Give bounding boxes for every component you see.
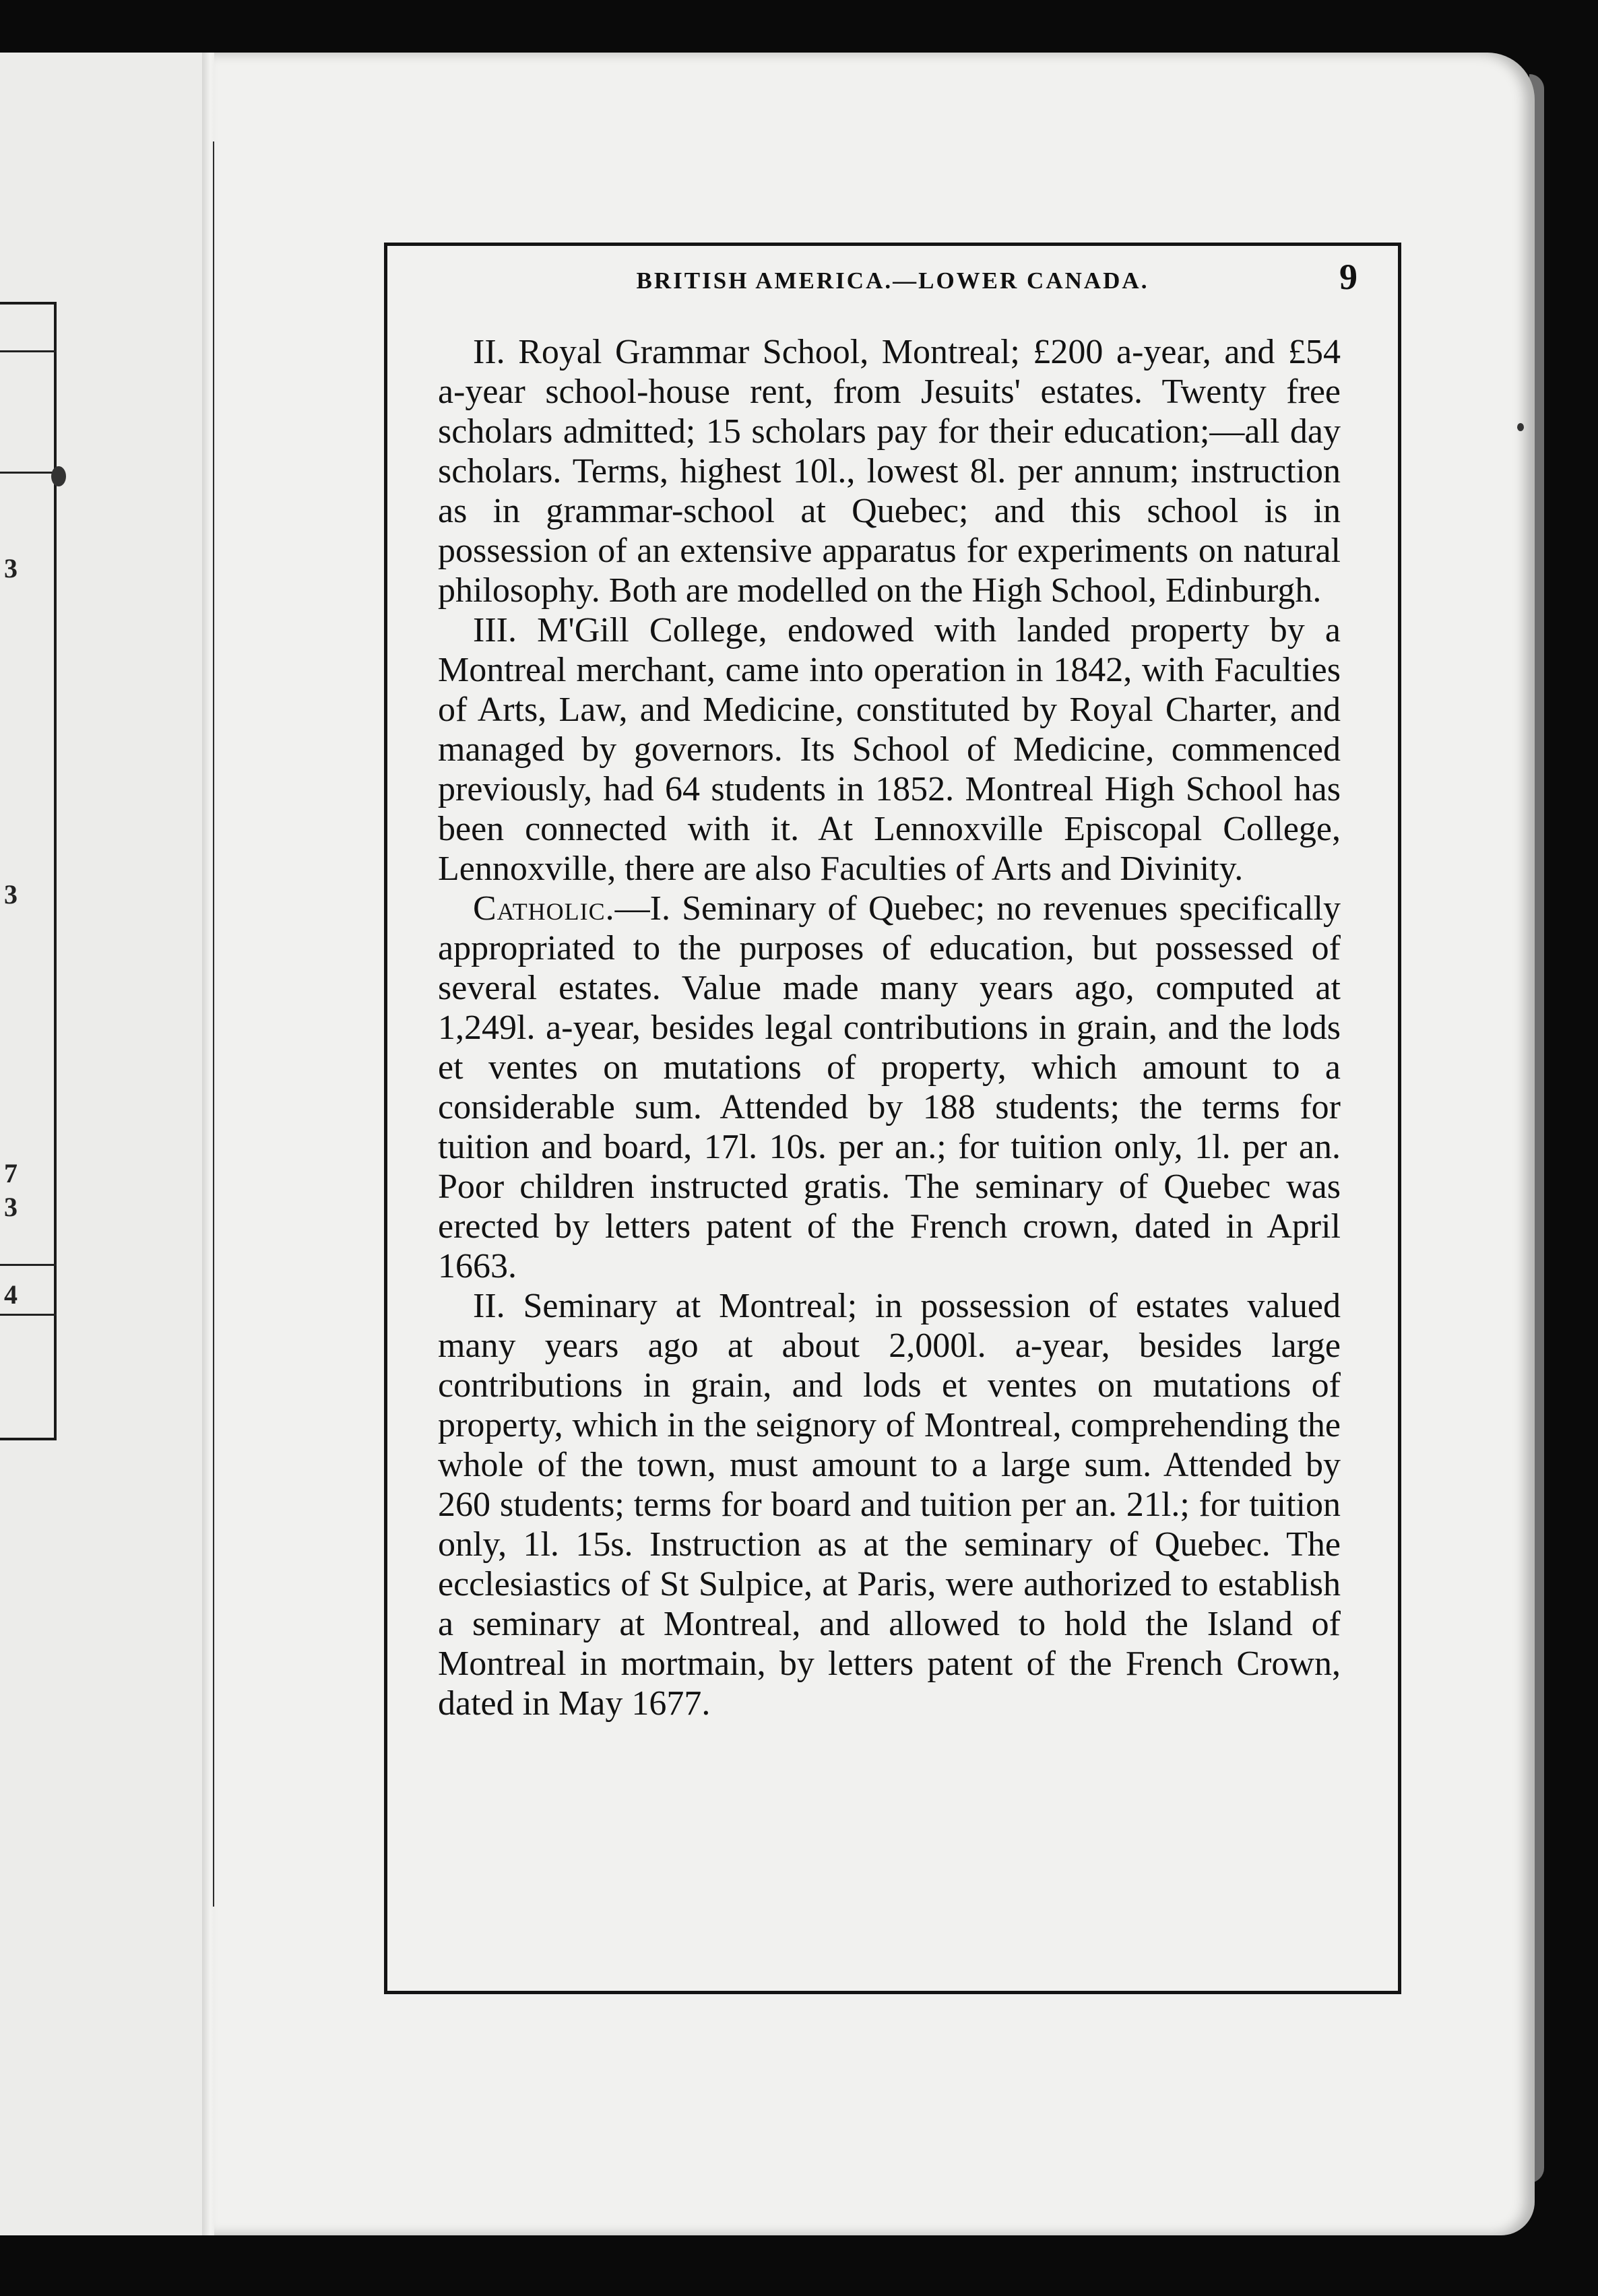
previous-page-mark: 3 [4, 879, 18, 910]
paragraph-mcgill-college: III. M'Gill College, endowed with landed property by a Montreal merchant, came into operation in 1842, with Faculties of Arts, Law, and Medicine, constituted by Royal Charter, and managed by governors. Its School of Medicine, commenced previously, had 64 students in 1852. Montreal High School has been connected with it. At Lennoxville Episcopal College, Lennoxville, there are also Faculties of Arts and Divinity. [438, 611, 1341, 888]
previous-page-mark: 3 [4, 553, 18, 583]
previous-page-mark: 4 [4, 1279, 18, 1310]
previous-page-fragment [0, 53, 214, 2235]
previous-page-mark: 7 [4, 1158, 18, 1188]
running-head-title: BRITISH AMERICA.—LOWER CANADA. [636, 267, 1149, 294]
previous-page-mark: 3 [4, 1192, 18, 1222]
page-number: 9 [1339, 257, 1357, 297]
paragraph-royal-grammar-school: II. Royal Grammar School, Montreal; £200 a-year, and £54 a-year school-house rent, from Jesuits' estates. Twenty free scholars admitted; 15 scholars pay for their education;—all day scholars. Terms, highest 10l., lowest 8l. per annum; instruction as in grammar-school at Quebec; and this school is in possession of an extensive apparatus for experiments on natural philosophy. Both are modelled on the High School, Edinburgh. [438, 333, 1341, 610]
running-head [387, 257, 1398, 301]
paragraph-seminary-of-quebec [438, 889, 1341, 1286]
scan-speck [1517, 423, 1524, 431]
scan-speck [51, 466, 66, 486]
paragraph-seminary-of-quebec-text: —I. Seminary of Quebec; no revenues specifically appropriated to the purposes of education, but possessed of several estates. Value made many years ago, computed at 1,249l. a-year, besides legal contributions in grain, and the lods et ventes on mutations of property, which amount to a considerable sum. Attended by 188 students; the terms for tuition and board, 17l. 10s. per an.; for tuition only, 1l. per an. Poor children instructed gratis. The seminary of Quebec was erected by letters patent of the French crown, dated in April 1663. [438, 889, 1341, 1285]
paragraph-seminary-at-montreal: II. Seminary at Montreal; in possession of estates valued many years ago at about 2,000l. a-year, besides large contributions in grain, and lods et ventes on mutations of property, which in the seignory of Montreal, comprehending the whole of the town, must amount to a large sum. Attended by 260 students; terms for board and tuition per an. 21l.; for tuition only, 1l. 15s. Instruction as at the seminary of Quebec. The ecclesiastics of St Sulpice, at Paris, were authorized to establish a seminary at Montreal, and allowed to hold the Island of Montreal in mortmain, by letters patent of the French Crown, dated in May 1677. [438, 1287, 1341, 1723]
text-frame [384, 243, 1401, 1994]
previous-page-rule [0, 472, 57, 474]
previous-page-rule [0, 1264, 57, 1266]
previous-page-rule [0, 350, 57, 352]
section-lead-catholic: Catholic. [473, 889, 615, 928]
page-body [438, 332, 1341, 1723]
previous-page-rule [0, 1314, 57, 1316]
